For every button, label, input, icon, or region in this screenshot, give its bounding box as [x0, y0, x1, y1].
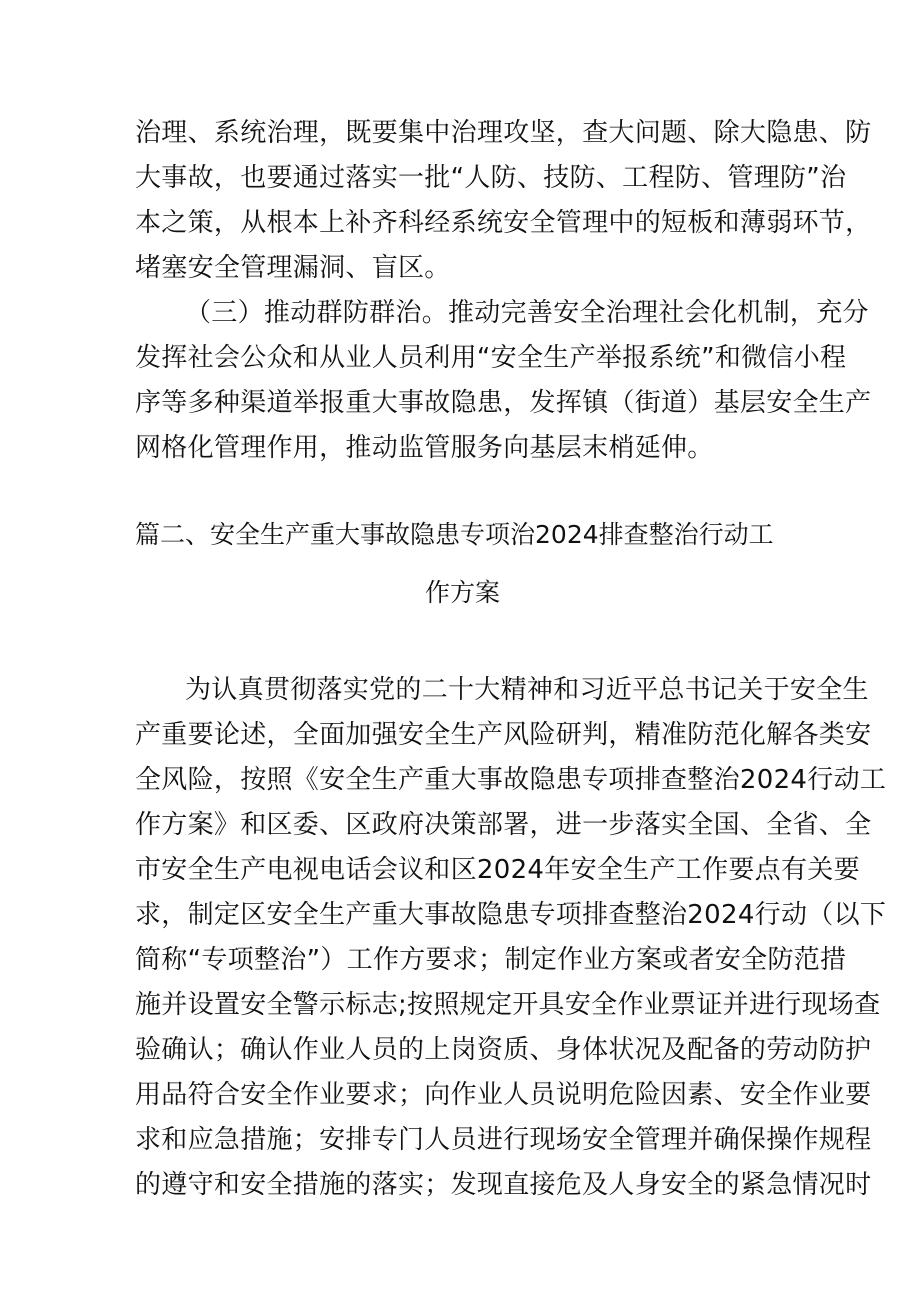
chapter-title-line1: 篇二、安全生产重大事故隐患专项治2024排查整治行动工 [135, 520, 774, 549]
body-line: 作方案》和区委、区政府决策部署，进一步落实全国、全省、全 [135, 810, 872, 840]
paragraph-line: 网格化管理作用，推动监管服务向基层末梢延伸。 [135, 433, 714, 463]
body-line: 产重要论述，全面加强安全生产风险研判，精准防范化解各类安 [135, 720, 872, 750]
body-line: 验确认；确认作业人员的上岗资质、身体状况及配备的劳动防护 [135, 1035, 872, 1065]
section-three-heading-line: （三）推动群防群治。推动完善安全治理社会化机制，充分 [185, 298, 869, 328]
chapter-title-line2: 作方案 [425, 578, 501, 607]
body-line: 市安全生产电视电话会议和区2024年安全生产工作要点有关要 [135, 855, 860, 885]
paragraph-line: 治理、系统治理，既要集中治理攻坚，查大问题、除大隐患、防 [135, 118, 872, 148]
body-line: 求，制定区安全生产重大事故隐患专项排查整治2024行动（以下 [135, 900, 887, 930]
paragraph-line: 大事故，也要通过落实一批“人防、技防、工程防、管理防”治 [135, 163, 847, 193]
body-line: 为认真贯彻落实党的二十大精神和习近平总书记关于安全生 [185, 675, 869, 705]
body-line: 求和应急措施；安排专门人员进行现场安全管理并确保操作规程 [135, 1125, 872, 1155]
body-line: 施并设置安全警示标志;按照规定开具安全作业票证并进行现场查 [135, 990, 881, 1020]
body-line: 用品符合安全作业要求；向作业人员说明危险因素、安全作业要 [135, 1080, 872, 1110]
paragraph-line: 发挥社会公众和从业人员利用“安全生产举报系统”和微信小程 [135, 343, 847, 373]
body-line: 全风险，按照《安全生产重大事故隐患专项排查整治2024行动工 [135, 765, 887, 795]
paragraph-line: 序等多种渠道举报重大事故隐患，发挥镇（街道）基层安全生产 [135, 388, 872, 418]
paragraph-line: 堵塞安全管理漏洞、盲区。 [135, 253, 451, 283]
body-line: 简称“专项整治”）工作方要求；制定作业方案或者安全防范措 [135, 945, 847, 975]
paragraph-line: 本之策，从根本上补齐科经系统安全管理中的短板和薄弱环节， [135, 208, 872, 238]
body-line: 的遵守和安全措施的落实；发现直接危及人身安全的紧急情况时 [135, 1170, 872, 1200]
